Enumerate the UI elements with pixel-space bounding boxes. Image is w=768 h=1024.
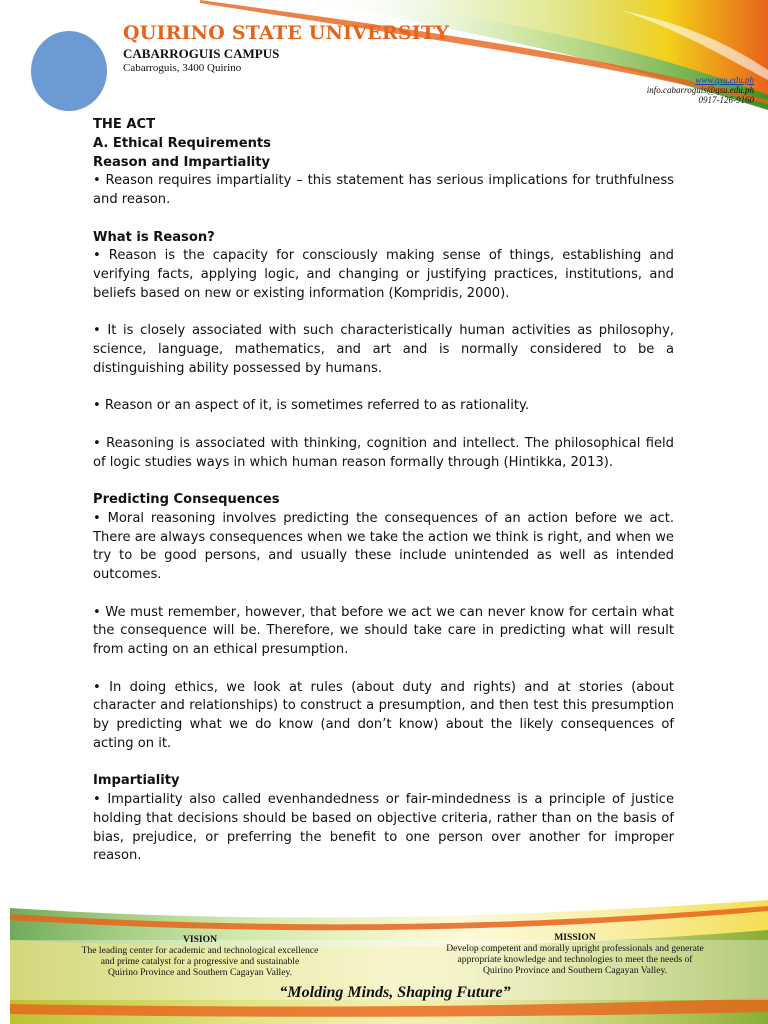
paragraph: • We must remember, however, that before we act we can never know for certain what the consequence will be. Therefore, we should take care in predicting what will result from acting on an ethical presumption. bbox=[93, 604, 674, 657]
subsection-heading: Impartiality bbox=[93, 773, 180, 789]
mission-title: MISSION bbox=[554, 932, 596, 943]
vision-title: VISION bbox=[182, 934, 218, 945]
vision-line: Quirino Province and Southern Cagayan Valley. bbox=[107, 967, 293, 978]
website-link[interactable]: www.qsu.edu.ph bbox=[695, 75, 754, 85]
tagline: “Molding Minds, Shaping Future” bbox=[279, 984, 511, 1001]
paragraph: • Reason or an aspect of it, is sometimes referred to as rationality. bbox=[93, 398, 530, 414]
vision-block bbox=[40, 934, 360, 978]
email-text: info.cabarroguis@qsu.edu.ph bbox=[646, 85, 754, 95]
mission-line: Develop competent and morally upright professionals and generate bbox=[446, 943, 704, 954]
campus-name: CABARROGUIS CAMPUS bbox=[123, 46, 280, 61]
mission-line: appropriate knowledge and technologies to meet the needs of bbox=[457, 954, 693, 965]
mission-block bbox=[402, 932, 748, 976]
section-heading: A. Ethical Requirements bbox=[93, 135, 271, 151]
subsection-heading: Reason and Impartiality bbox=[93, 154, 271, 170]
subsection-heading: Predicting Consequences bbox=[93, 492, 280, 507]
paragraph: • Reasoning is associated with thinking, cognition and intellect. The philosophical field of logic studies ways in which human reason formally through (Hintikka, 2013). bbox=[93, 435, 674, 470]
paragraph: • Reason is the capacity for consciously making sense of things, establishing and verifying facts, applying logic, and changing or justifying practices, institutions, and beliefs based on new or existing information (Kompridis, 2000). bbox=[93, 248, 674, 301]
paragraph: • In doing ethics, we look at rules (about duty and rights) and at stories (about character and relationships) to construct a presumption, and then test this presumption by predicting what we do know (and don’t know) about the likely consequences of acting on it. bbox=[93, 679, 674, 751]
vision-line: and prime catalyst for a progressive and sustainable bbox=[100, 956, 300, 967]
mission-line: Quirino Province and Southern Cagayan Valley. bbox=[482, 965, 668, 976]
university-logo bbox=[31, 31, 107, 111]
act-title: THE ACT bbox=[93, 117, 156, 132]
paragraph: • Moral reasoning involves predicting the consequences of an action before we act. There are always consequences when we take the action we think is right, and when we try to be good persons, and usually these include unintended as well as intended outcomes. bbox=[93, 510, 674, 582]
paragraph: • Reason requires impartiality – this statement has serious implications for truthfulness and reason. bbox=[93, 173, 674, 207]
phone-text: 0917-126-9160 bbox=[698, 95, 754, 105]
paragraph: • Impartiality also called evenhandedness or fair-mindedness is a principle of justice holding that decisions should be based on objective criteria, rather than on the basis of bias, prejudice, or preferring the benefit to one person over another for improper reason. bbox=[93, 792, 674, 864]
vision-line: The leading center for academic and technological excellence bbox=[81, 945, 319, 956]
campus-address: Cabarroguis, 3400 Quirino bbox=[123, 62, 242, 74]
contact-info bbox=[647, 75, 754, 105]
university-name: QUIRINO STATE UNIVERSITY bbox=[123, 22, 449, 44]
document-body bbox=[93, 116, 674, 866]
paragraph: • It is closely associated with such characteristically human activities as philosophy, science, language, mathematics, and art and is normally considered to be a distinguishing ability possessed by humans. bbox=[93, 323, 674, 376]
subsection-heading: What is Reason? bbox=[93, 229, 215, 245]
